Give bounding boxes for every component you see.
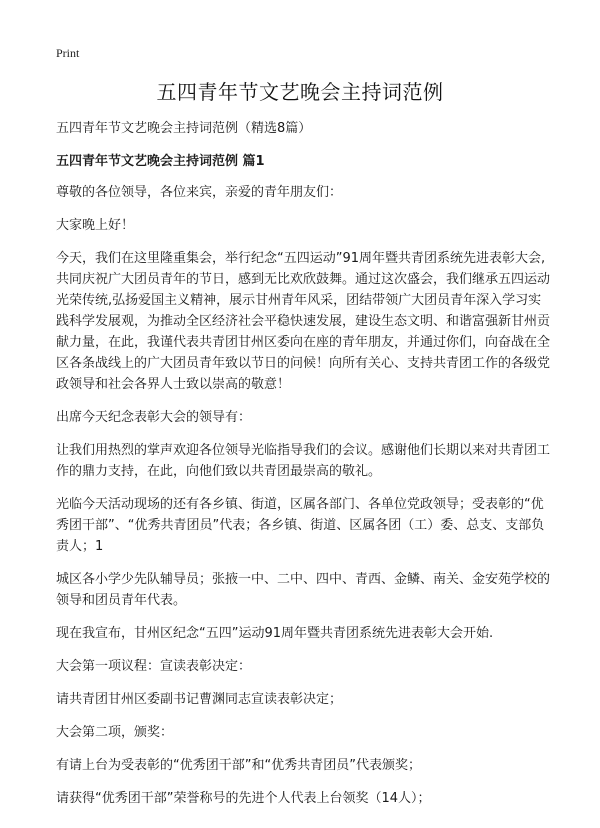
paragraph-leaders-attending: 出席今天纪念表彰大会的领导有： xyxy=(56,410,252,425)
section-heading: 五四青年节文艺晚会主持词范例 篇1 xyxy=(56,154,265,169)
paragraph-good-evening: 大家晚上好！ xyxy=(56,218,135,233)
paragraph-greeting: 尊敬的各位领导，各位来宾，亲爱的青年朋友们： xyxy=(56,185,343,200)
paragraph-award-presenters: 有请上台为受表彰的“优秀团干部”和“优秀共青团员”代表颁奖； xyxy=(56,758,421,773)
page-title: 五四青年节文艺晚会主持词范例 xyxy=(156,80,444,104)
document-subtitle: 五四青年节文艺晚会主持词范例（精选8篇） xyxy=(56,121,312,136)
paragraph-award-recipients: 请获得“优秀团干部”荣誉称号的先进个人代表上台领奖（14人）； xyxy=(56,791,431,806)
paragraph-opening: 今天，我们在这里隆重集会，举行纪念“五四运动”91周年暨共青团系统先进表彰大会,共同庆祝广大团员青年的节日，感到无比欢欣鼓舞。通过这次盛会，我们继承五四运动光荣传统,弘扬爱国主义精神，展示甘州青年风采，团结带领广大团员青年深入学习实践科学发展观，为推动全区经济社会平稳快速发展，建设生态文明、和谐富强新甘州贡献力量，在此，我谨代表共青团甘州区委向在座的青年朋友，并通过你们，向奋战在全区各条战线上的广大团员青年致以节日的问候！向所有关心、支持共青团工作的各级党政领导和社会各界人士致以崇高的敬意！ xyxy=(56,251,551,392)
paragraph-welcome-applause: 让我们用热烈的掌声欢迎各位领导光临指导我们的会议。感谢他们长期以来对共青团工作的鼎力支持，在此，向他们致以共青团最崇高的敬礼。 xyxy=(56,443,551,479)
paragraph-agenda-1: 大会第一项议程：宣读表彰决定： xyxy=(56,659,252,674)
paragraph-read-decision: 请共青团甘州区委副书记曹渊同志宣读表彰决定； xyxy=(56,692,343,707)
paragraph-agenda-2: 大会第二项，颁奖： xyxy=(56,725,174,740)
paragraph-attendees: 光临今天活动现场的还有各乡镇、街道，区属各部门、各单位党政领导；受表彰的“优秀团干部”、“优秀共青团员”代表；各乡镇、街道、区属各团（工）委、总支、支部负责人；1 xyxy=(56,497,545,554)
paragraph-announce-start: 现在我宣布，甘州区纪念“五四”运动91周年暨共青团系统先进表彰大会开始. xyxy=(56,626,494,641)
print-link[interactable]: Print xyxy=(56,46,80,60)
document-body xyxy=(56,118,550,821)
paragraph-schools: 城区各小学少先队辅导员；张掖一中、二中、四中、青西、金鳞、南关、金安苑学校的领导和团员青年代表。 xyxy=(56,572,551,608)
